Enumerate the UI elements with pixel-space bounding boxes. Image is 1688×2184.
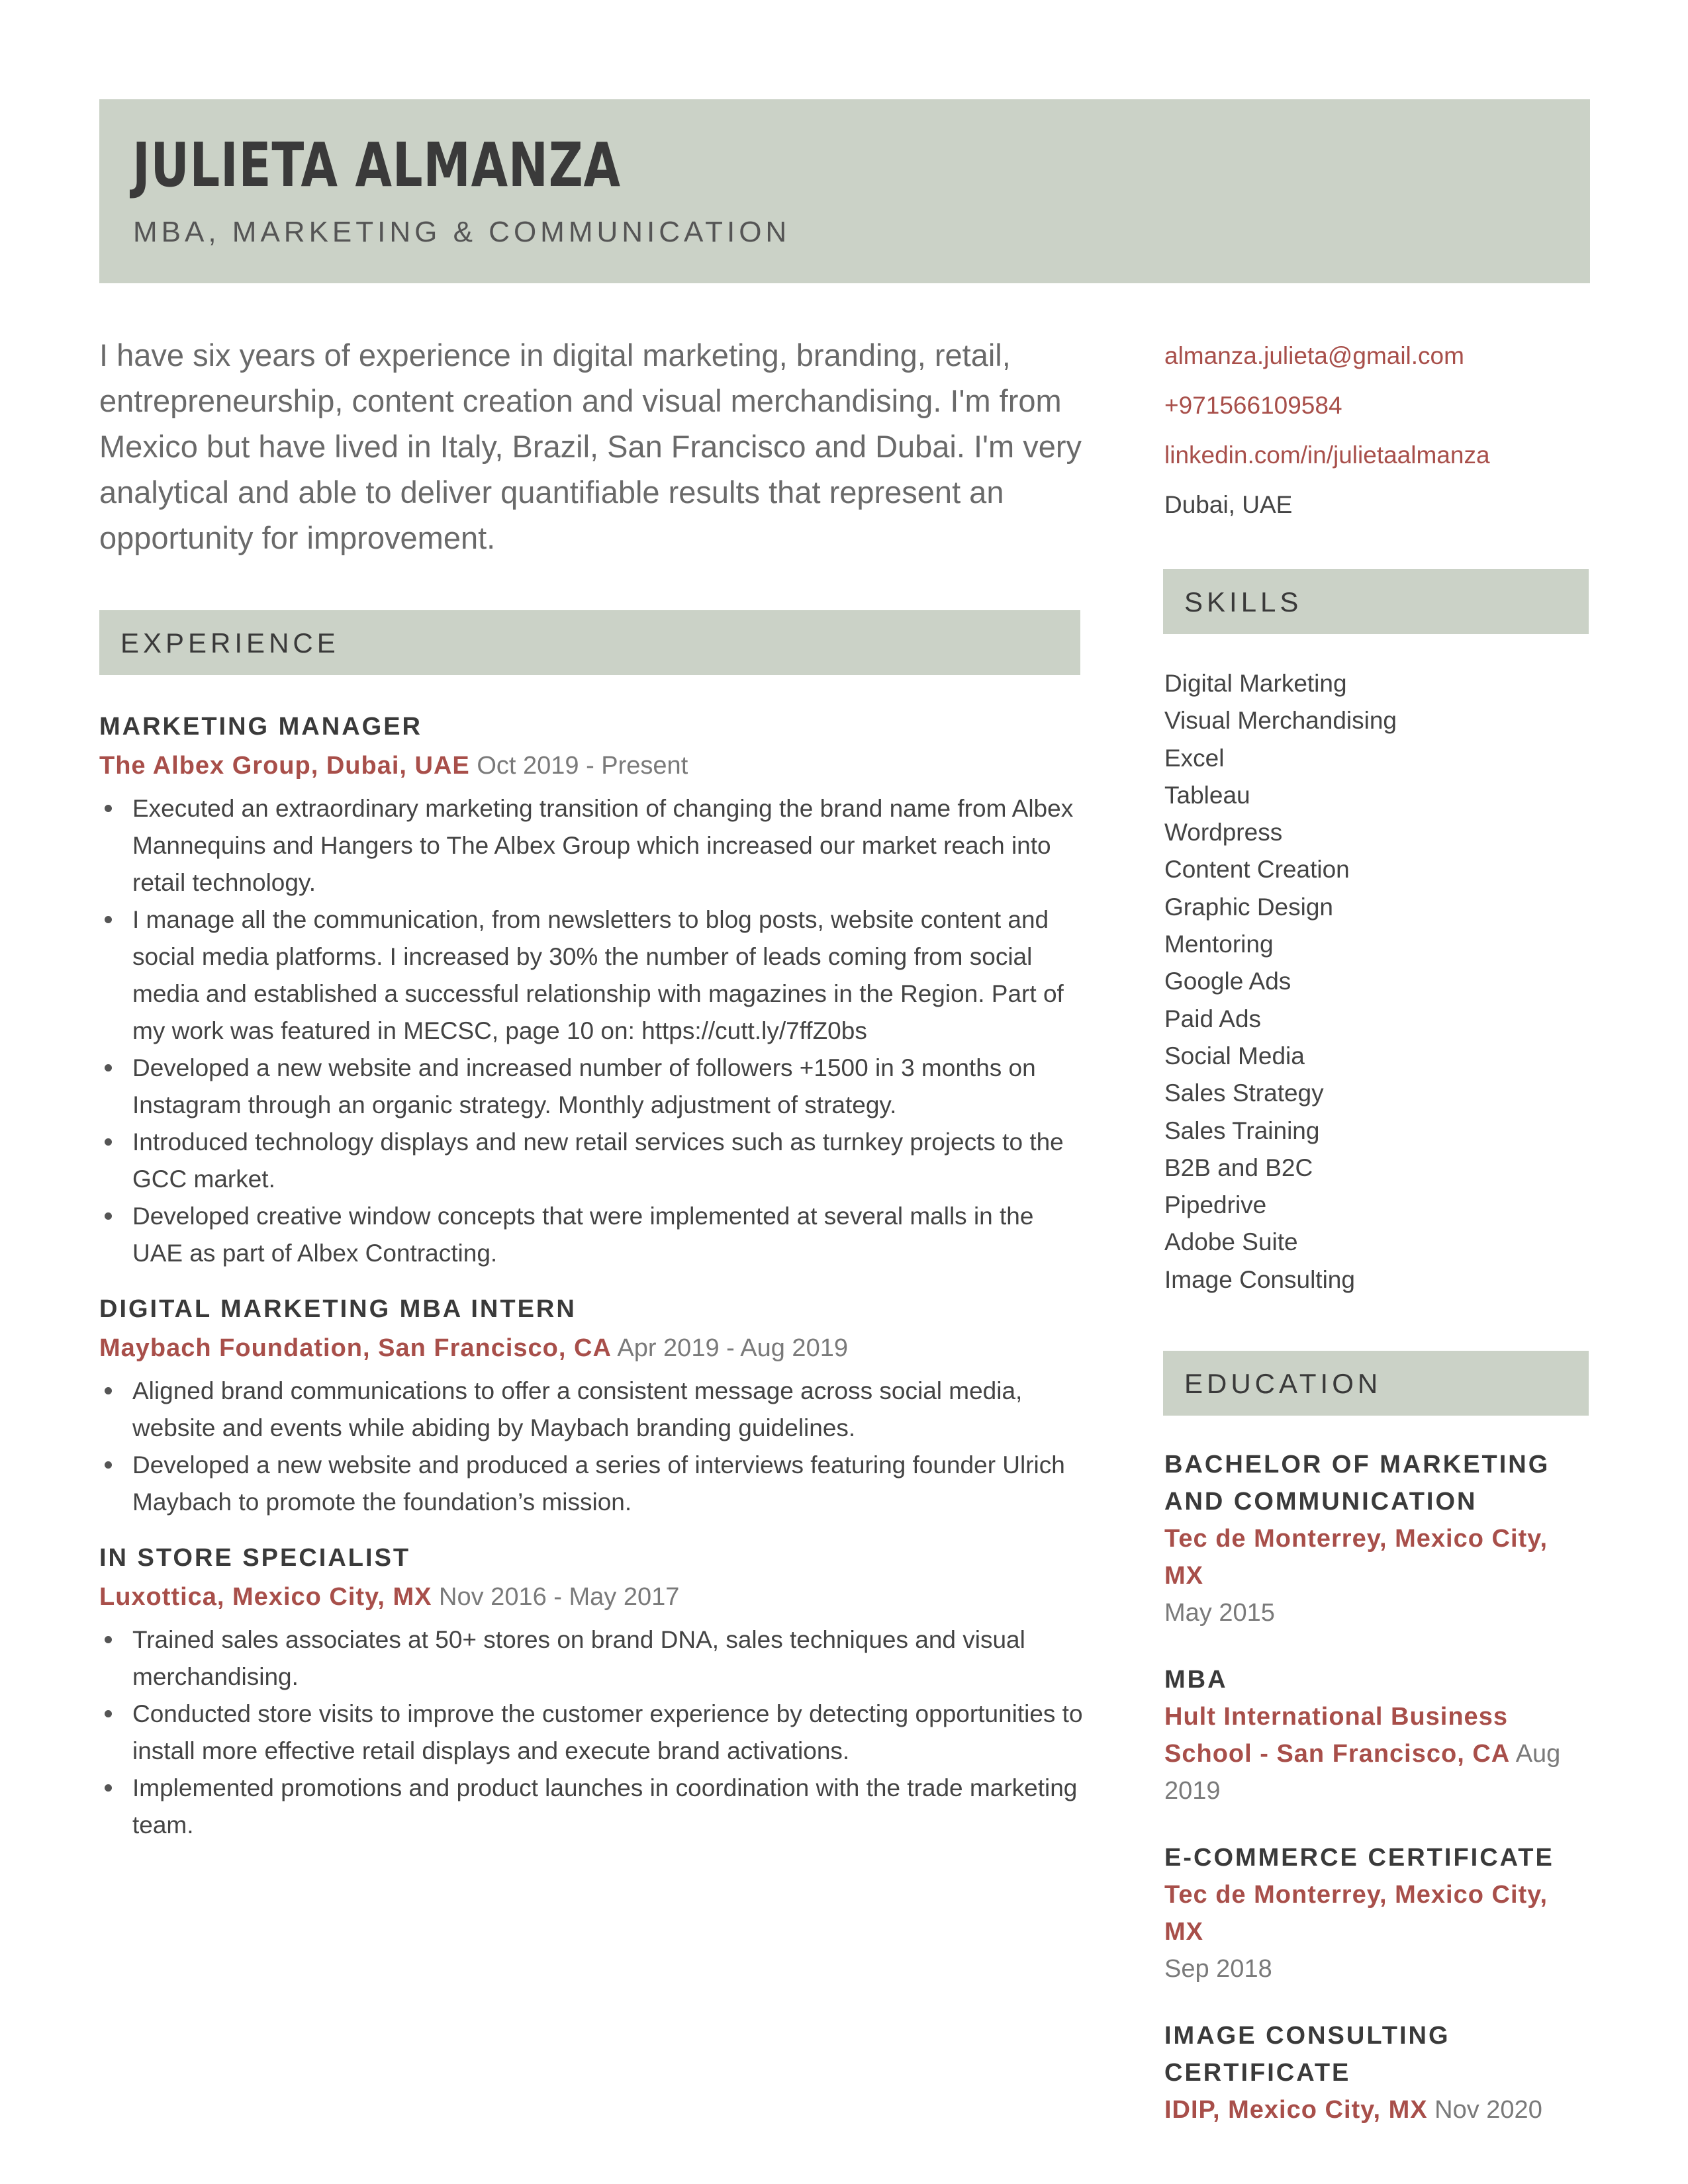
job-bullet — [99, 1447, 1086, 1521]
skills-section-title: SKILLS — [1184, 586, 1303, 617]
bullet-dot-icon — [105, 1387, 112, 1394]
bullet-dot-icon — [105, 1636, 112, 1643]
degree-title: E-COMMERCE CERTIFICATE — [1164, 1844, 1554, 1872]
job-bullet — [99, 1770, 1086, 1844]
bullet-dot-icon — [105, 805, 112, 812]
bullet-dot-icon — [105, 1710, 112, 1717]
skill-item: B2B and B2C — [1164, 1154, 1313, 1181]
experience-section-title: EXPERIENCE — [120, 627, 340, 659]
degree-date: Nov 2020 — [1434, 2096, 1542, 2124]
job-bullet-text: Developed creative window concepts that were implemented at several malls in the UAE as part of Albex Contracting. — [132, 1203, 1034, 1267]
bullet-dot-icon — [105, 1461, 112, 1469]
job-company: The Albex Group, Dubai, UAE — [99, 752, 470, 780]
degree-title: MBA — [1164, 1666, 1228, 1694]
skill-item: Graphic Design — [1164, 893, 1334, 921]
job-dates: Nov 2016 - May 2017 — [439, 1583, 680, 1611]
skill-item: Image Consulting — [1164, 1265, 1355, 1293]
job-entry — [99, 1539, 1086, 1844]
bullet-dot-icon — [105, 1784, 112, 1792]
skill-item: Paid Ads — [1164, 1005, 1262, 1032]
job-company: Maybach Foundation, San Francisco, CA — [99, 1334, 612, 1362]
skill-item: Content Creation — [1164, 856, 1350, 884]
skill-item: Social Media — [1164, 1042, 1305, 1069]
job-title: DIGITAL MARKETING MBA INTERN — [99, 1295, 577, 1323]
skill-item: Sales Training — [1164, 1116, 1320, 1144]
job-entry — [99, 1291, 1086, 1521]
degree-meta — [1164, 1698, 1591, 1809]
job-bullet-text: Developed a new website and increased number of followers +1500 in 3 months on Instagram through an organic strategy. Monthly adjustment of strategy. — [132, 1054, 1036, 1118]
skill-item: Mentoring — [1164, 931, 1274, 958]
experience-section-header — [99, 610, 1080, 675]
degree-meta — [1164, 1876, 1591, 1987]
education-entry — [1164, 1661, 1591, 1809]
profile-summary: I have six years of experience in digital marketing, branding, retail, entrepreneurship, content creation and visual merchandising. I'm from Mexico but have lived in Italy, Brazil, San Francisco and Dubai. I'm very analytical and able to deliver quantifiable results that represent an opportunity for improvement. — [99, 338, 1082, 555]
job-bullet-text: Aligned brand communications to offer a consistent message across social media, website and events while abiding by Maybach branding guidelines. — [132, 1377, 1023, 1441]
contact-info — [1164, 331, 1588, 529]
degree-school: IDIP, Mexico City, MX — [1164, 2096, 1428, 2124]
bullet-dot-icon — [105, 1138, 112, 1146]
resume-header — [99, 99, 1590, 283]
education-entry — [1164, 1446, 1591, 1631]
location-text: Dubai, UAE — [1164, 491, 1293, 518]
skill-item: Sales Strategy — [1164, 1079, 1324, 1107]
job-bullets — [99, 790, 1086, 1272]
education-entry — [1164, 2017, 1591, 2128]
degree-meta — [1164, 1520, 1591, 1631]
job-bullet — [99, 901, 1086, 1050]
education-section-header — [1163, 1351, 1589, 1416]
candidate-name: JULIETA ALMANZA — [132, 130, 621, 201]
job-bullet — [99, 1696, 1086, 1770]
job-bullet-text: Trained sales associates at 50+ stores on brand DNA, sales techniques and visual merchandising. — [132, 1626, 1025, 1690]
degree-date: May 2015 — [1164, 1599, 1275, 1627]
job-bullet — [99, 1124, 1086, 1198]
skills-list — [1164, 665, 1588, 1298]
job-dates: Apr 2019 - Aug 2019 — [617, 1334, 848, 1362]
job-bullet-text: Executed an extraordinary marketing transition of changing the brand name from Albex Mannequins and Hangers to The Albex Group which increased our market reach into retail technology. — [132, 795, 1074, 896]
candidate-tagline: MBA, MARKETING & COMMUNICATION — [133, 216, 791, 248]
job-bullet-text: Implemented promotions and product launches in coordination with the trade marketing team. — [132, 1774, 1078, 1839]
email-link[interactable]: almanza.julieta@gmail.com — [1164, 342, 1464, 369]
degree-school: Hult International Business School - San Francisco, CA — [1164, 1703, 1511, 1768]
job-bullet — [99, 1050, 1086, 1124]
education-entry — [1164, 1839, 1591, 1987]
education-list — [1164, 1446, 1591, 2158]
job-title: IN STORE SPECIALIST — [99, 1544, 411, 1572]
job-bullet-text: Developed a new website and produced a series of interviews featuring founder Ulrich Maybach to promote the foundation’s mission. — [132, 1451, 1065, 1516]
skill-item: Pipedrive — [1164, 1191, 1267, 1219]
job-meta — [99, 1576, 1086, 1617]
job-bullet-text: I manage all the communication, from newsletters to blog posts, website content and social media platforms. I increased by 30% the number of leads coming from social media and established a successful relationship with magazines in the Region. Part of my work was featured in MECSC, page 10 on: https://cutt.ly/7ffZ0bs — [132, 906, 1064, 1044]
degree-date: Sep 2018 — [1164, 1955, 1272, 1983]
job-bullet-text: Introduced technology displays and new retail services such as turnkey projects to the GCC market. — [132, 1128, 1064, 1193]
degree-meta — [1164, 2091, 1591, 2128]
job-title: MARKETING MANAGER — [99, 713, 422, 741]
bullet-dot-icon — [105, 1212, 112, 1220]
job-meta — [99, 745, 1086, 786]
job-entry — [99, 708, 1086, 1272]
degree-school: Tec de Monterrey, Mexico City, MX — [1164, 1881, 1548, 1946]
skill-item: Wordpress — [1164, 819, 1283, 846]
job-dates: Oct 2019 - Present — [477, 752, 688, 780]
skill-item: Adobe Suite — [1164, 1228, 1298, 1256]
job-bullets — [99, 1373, 1086, 1521]
skill-item: Digital Marketing — [1164, 670, 1347, 697]
skill-item: Excel — [1164, 744, 1225, 772]
degree-school: Tec de Monterrey, Mexico City, MX — [1164, 1525, 1548, 1590]
job-meta — [99, 1328, 1086, 1369]
education-section-title: EDUCATION — [1184, 1368, 1382, 1399]
job-company: Luxottica, Mexico City, MX — [99, 1583, 432, 1611]
skills-section-header — [1163, 569, 1589, 634]
experience-list — [99, 708, 1086, 1862]
job-bullet — [99, 1621, 1086, 1696]
job-bullet — [99, 1373, 1086, 1447]
degree-title: BACHELOR OF MARKETING AND COMMUNICATION — [1164, 1451, 1550, 1516]
job-bullet — [99, 790, 1086, 901]
job-bullets — [99, 1621, 1086, 1844]
skill-item: Tableau — [1164, 781, 1250, 809]
bullet-dot-icon — [105, 916, 112, 923]
skill-item: Visual Merchandising — [1164, 707, 1397, 735]
linkedin-link[interactable]: linkedin.com/in/julietaalmanza — [1164, 441, 1490, 469]
skill-item: Google Ads — [1164, 968, 1291, 995]
degree-date: Aug 2019 — [1164, 1740, 1561, 1805]
phone-link[interactable]: +971566109584 — [1164, 392, 1342, 419]
degree-title: IMAGE CONSULTING CERTIFICATE — [1164, 2022, 1450, 2087]
bullet-dot-icon — [105, 1064, 112, 1071]
job-bullet-text: Conducted store visits to improve the customer experience by detecting opportunities to install more effective retail displays and execute brand activations. — [132, 1700, 1083, 1764]
job-bullet — [99, 1198, 1086, 1272]
